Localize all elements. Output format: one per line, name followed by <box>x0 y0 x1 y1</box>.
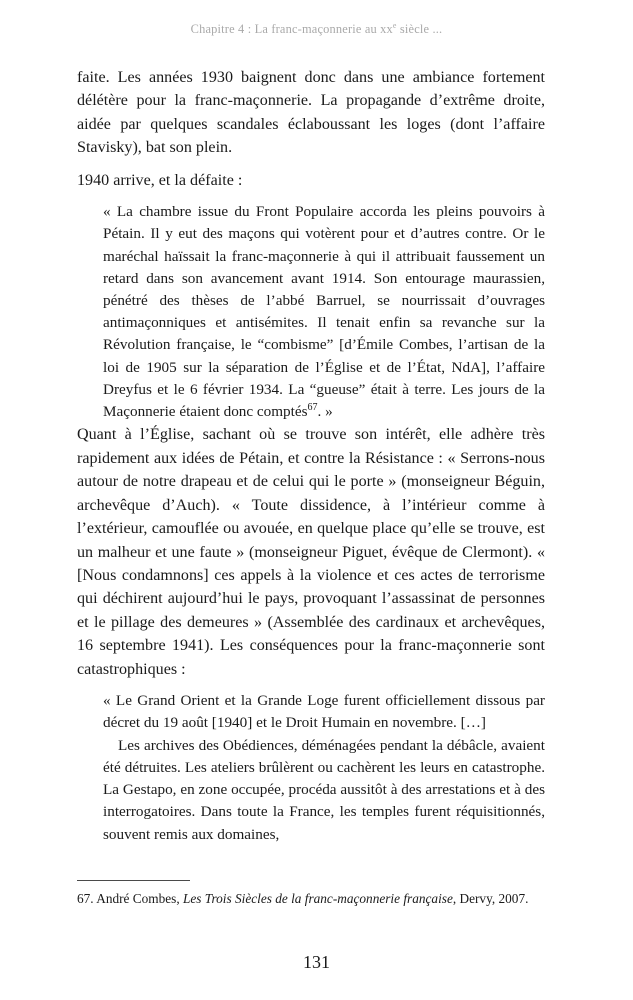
footnote-work-title: Les Trois Siècles de la franc-maçonnerie française <box>183 891 453 907</box>
running-head-after: siècle ... <box>396 22 443 36</box>
body-paragraph-3: Quant à l’Église, sachant où se trouve son intérêt, elle adhère très rapidement aux idées de Pétain, et contre la Résistance : « Serrons-nous autour de notre drapeau et de celui qui le porte » (monseigneur Béguin, archevêque d’Auch). « Toute dissidence, à l’intérieur comme à l’extérieur, camouflée ou avouée, en quelque place qu’elle se trouve, est un malheur et une faute » (monseigneur Piguet, évêque de Clermont). « [Nous condamnons] ces appels à la violence et ces actes de terrorisme qui déchirent aujourd’hui le pays, provoquant l’assassinat de personnes et le pillage des demeures » (Assemblée des cardinaux et archevêques, 16 septembre 1941). Les conséquences pour la franc-maçonnerie sont catastrophiques : <box>77 426 545 678</box>
blockquote-2 <box>77 690 545 845</box>
footnote-publisher-year: , Dervy, 2007. <box>452 891 529 907</box>
running-head-ordinal-superscript: e <box>392 20 397 30</box>
running-head <box>0 22 633 37</box>
text-column <box>77 66 545 846</box>
running-head-before: Chapitre 4 : La franc-maçonnerie au xx <box>190 22 393 36</box>
footnote-item <box>77 890 545 909</box>
page-number: 131 <box>303 952 330 972</box>
footnote-number-and-author: 67. André Combes, <box>77 891 183 907</box>
footnote-separator-rule <box>77 880 190 881</box>
blockquote-1 <box>77 201 545 423</box>
blockquote-1-text: « La chambre issue du Front Populaire accorda les pleins pouvoirs à Pétain. Il y eut des maçons qui votèrent pour et d’autres contre. Or le maréchal haïssait la franc-maçonnerie à qui il attribuait faussement un retard dans son avancement avant 1914. Son entourage maurassien, pénétré des thèses de l’abbé Barruel, se nourrissait d’ouvrages antimaçonniques et antisémites. Il tenait enfin sa revanche sur la Révolution française, le “combisme” [d’Émile Combes, l’artisan de la loi de 1905 sur la séparation de l’Église et de l’État, NdA], l’affaire Dreyfus et le 6 février 1934. La “gueuse” était à terre. Les jours de la Maçonnerie étaient donc comptés <box>103 203 545 421</box>
body-paragraph-2: 1940 arrive, et la défaite : <box>77 171 243 189</box>
blockquote-2-paragraph-1: « Le Grand Orient et la Grande Loge furent officiellement dissous par décret du 19 août [1940] et le Droit Humain en novembre. […] <box>103 692 545 732</box>
footnote-reference-67[interactable]: 67 <box>307 402 318 414</box>
blockquote-1-paragraph <box>103 201 545 423</box>
blockquote-1-tail: . » <box>317 403 333 421</box>
footnotes-area <box>77 880 545 909</box>
body-paragraph-1: faite. Les années 1930 baignent donc dans une ambiance fortement délétère pour la franc-maçonnerie. La propagande d’extrême droite, aidée par quelques scandales éclaboussant les loges (dont l’affaire Stavisky), bat son plein. <box>77 69 545 157</box>
blockquote-2-paragraph-2: Les archives des Obédiences, déménagées pendant la débâcle, avaient été détruites. Les ateliers brûlèrent ou cachèrent les leurs en catastrophe. La Gestapo, en zone occupée, procéda aussitôt à des arrestations et à des interrogatoires. Dans toute la France, les temples furent réquisitionnés, souvent remis aux domaines, <box>103 736 545 843</box>
